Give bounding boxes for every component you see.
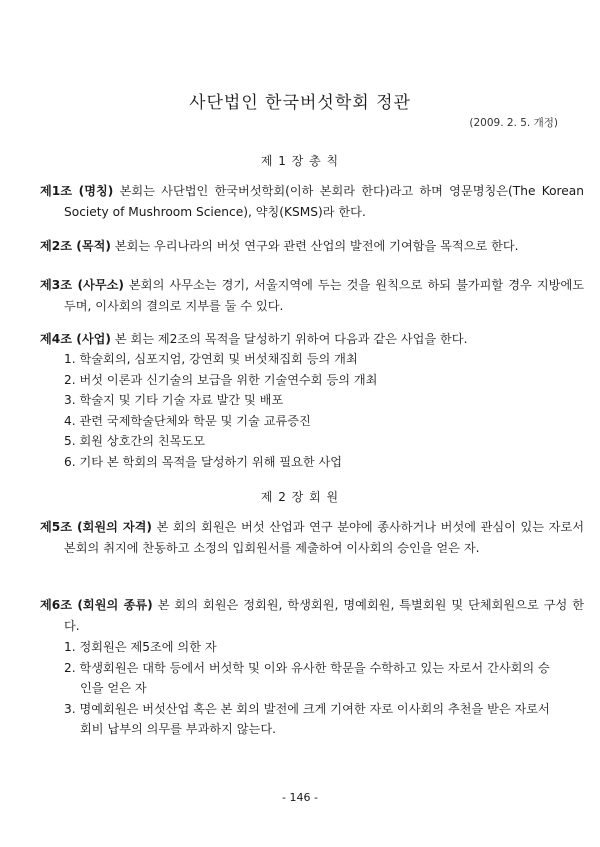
- list-item: 3. 학술지 및 기타 기술 자료 발간 및 배포: [64, 393, 284, 407]
- article-6-list: [64, 637, 560, 740]
- article-3-heading: 제3조 (사무소): [40, 278, 124, 292]
- article-4-text: 본 회는 제2조의 목적을 달성하기 위하여 다음과 같은 사업을 한다.: [110, 332, 468, 346]
- article-5-text: 본 회의 회원은 버섯 산업과 연구 분야에 종사하거나 버섯에 관심이 있는 자로서 본회의 취지에 찬동하고 소정의 입회원서를 제출하여 이사회의 승인을 얻은 자.: [64, 520, 584, 555]
- article-1-text: 본회는 사단법인 한국버섯학회(이하 본회라 한다)라고 하며 영문명칭은(The Korean Society of Mushroom Science), 약칭(KSMS)라 한다.: [64, 184, 584, 219]
- article-5-heading: 제5조 (회원의 자격): [40, 520, 152, 534]
- article-6-text: 본 회의 회원은 정회원, 학생회원, 명예회원, 특별회원 및 단체회원으로 구성 한다.: [64, 598, 584, 633]
- list-item: 2. 학생회원은 대학 등에서 버섯학 및 이와 유사한 학문을 수학하고 있는 자로서 간사회의 승인을 얻은 자: [64, 660, 550, 695]
- article-4: [40, 329, 584, 350]
- list-item: 2. 버섯 이론과 신기술의 보급을 위한 기술연수회 등의 개최: [64, 372, 378, 387]
- page-number: - 146 -: [282, 791, 318, 804]
- article-2-heading: 제2조 (목적): [40, 239, 111, 253]
- article-6-heading: 제6조 (회원의 종류): [40, 598, 153, 612]
- article-1: [40, 181, 584, 223]
- revision-date: (2009. 2. 5. 개정): [469, 117, 558, 129]
- article-1-heading: 제1조 (명칭): [40, 184, 114, 198]
- article-2-text: 본회는 우리나라의 버섯 연구와 관련 산업의 발전에 기여함을 목적으로 한다.: [110, 239, 519, 253]
- article-5: [40, 517, 584, 559]
- article-2: [40, 236, 584, 257]
- list-item: 5. 회원 상호간의 친목도모: [64, 434, 205, 448]
- article-6: [40, 595, 584, 637]
- list-item: 3. 명예회원은 버섯산업 혹은 본 회의 발전에 크게 기여한 자로 이사회의 추천을 받은 자로서 회비 납부의 의무를 부과하지 않는다.: [64, 701, 550, 736]
- list-item: 1. 정회원은 제5조에 의한 자: [64, 640, 217, 654]
- list-item: 1. 학술회의, 심포지엄, 강연회 및 버섯채집회 등의 개최: [64, 352, 358, 366]
- list-item: 6. 기타 본 학회의 목적을 달성하기 위해 필요한 사업: [64, 454, 343, 469]
- document-title: 사단법인 한국버섯학회 정관: [189, 93, 411, 113]
- article-3-text: 본회의 사무소는 경기, 서울지역에 두는 것을 원칙으로 하되 불가피할 경우 지방에도 두며, 이사회의 결의로 지부를 둘 수 있다.: [64, 278, 584, 313]
- chapter-1-heading: 제 1 장 총 칙: [260, 154, 340, 168]
- article-3: [40, 275, 584, 317]
- chapter-2-heading: 제 2 장 회 원: [260, 490, 340, 504]
- article-4-heading: 제4조 (사업): [40, 332, 111, 346]
- list-item: 4. 관련 국제학술단체와 학문 및 기술 교류증진: [64, 413, 311, 428]
- article-4-list: [64, 349, 560, 472]
